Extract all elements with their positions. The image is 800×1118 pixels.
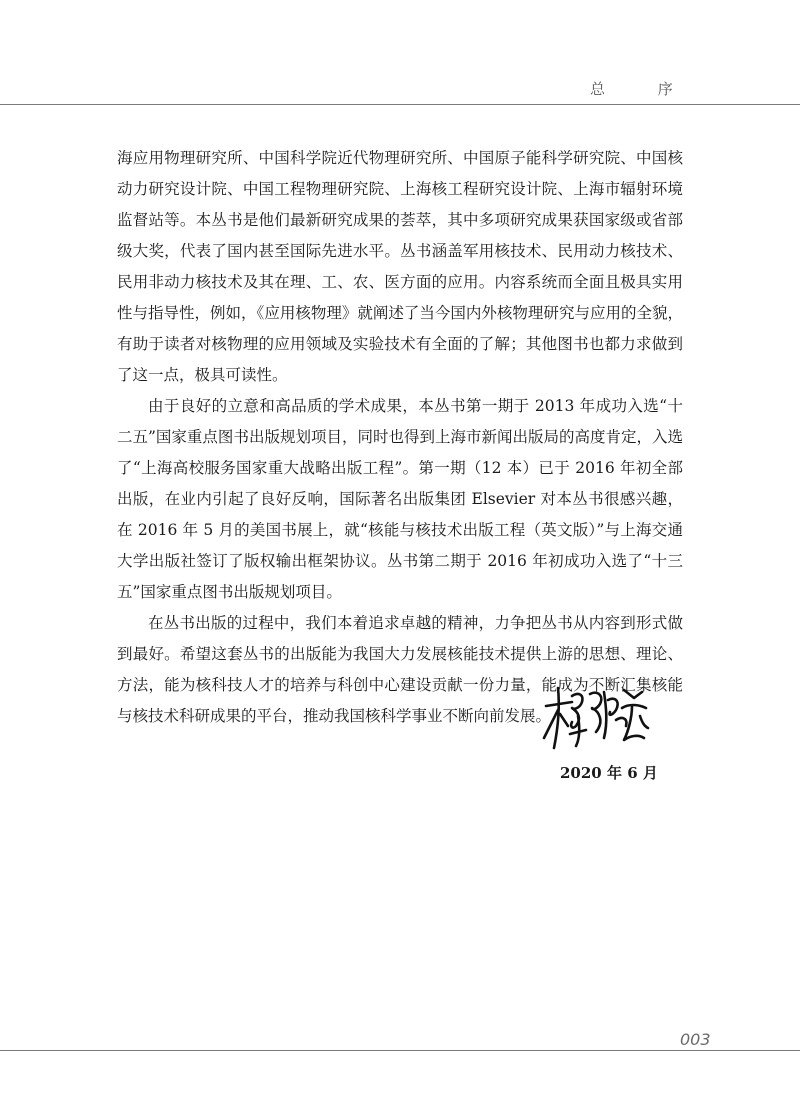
paragraph: 由于良好的立意和高品质的学术成果，本丛书第一期于 2013 年成功入选“十二五”国家重点图书出版规划项目，同时也得到上海市新闻出版局的高度肯定，入选了“上海高校服务国家重大战略出版工程”。第一期（12 本）已于 2016 年初全部出版，在业内引起了良好反响，国际著名出版集团 Elsevier 对本丛书很感兴趣，在 2016 年 5 月的美国书展上，就“核能与核技术出版工程（英文版）”与上海交通大学出版社签订了版权输出框架协议。丛书第二期于 2016 年初成功入选了“十三五”国家重点图书出版规划项目。 — [117, 397, 683, 601]
footer-divider — [0, 1050, 800, 1051]
page-number: 003 — [680, 1030, 711, 1049]
body-text — [117, 143, 683, 732]
signature-graphic — [542, 682, 652, 752]
handwritten-signature — [542, 682, 652, 752]
signature-date: 2020 年 6 月 — [560, 764, 658, 782]
running-header-title: 总 序 — [590, 80, 697, 98]
paragraph: 在丛书出版的过程中，我们本着追求卓越的精神，力争把丛书从内容到形式做到最好。希望这套丛书的出版能为我国大力发展核能技术提供上游的思想、理论、方法，能为核科技人才的培养与科创中心建设贡献一份力量，能成为不断汇集核能与核技术科研成果的平台，推动我国核科学事业不断向前发展。 — [117, 614, 683, 725]
paragraph: 海应用物理研究所、中国科学院近代物理研究所、中国原子能科学研究院、中国核动力研究设计院、中国工程物理研究院、上海核工程研究设计院、上海市辐射环境监督站等。本丛书是他们最新研究成果的荟萃，其中多项研究成果获国家级或省部级大奖，代表了国内甚至国际先进水平。丛书涵盖军用核技术、民用动力核技术、民用非动力核技术及其在理、工、农、医方面的应用。内容系统而全面且极具实用性与指导性，例如，《应用核物理》就阐述了当今国内外核物理研究与应用的全貌，有助于读者对核物理的应用领域及实验技术有全面的了解；其他图书也都力求做到了这一点，极具可读性。 — [117, 149, 683, 384]
header-divider — [0, 104, 800, 105]
